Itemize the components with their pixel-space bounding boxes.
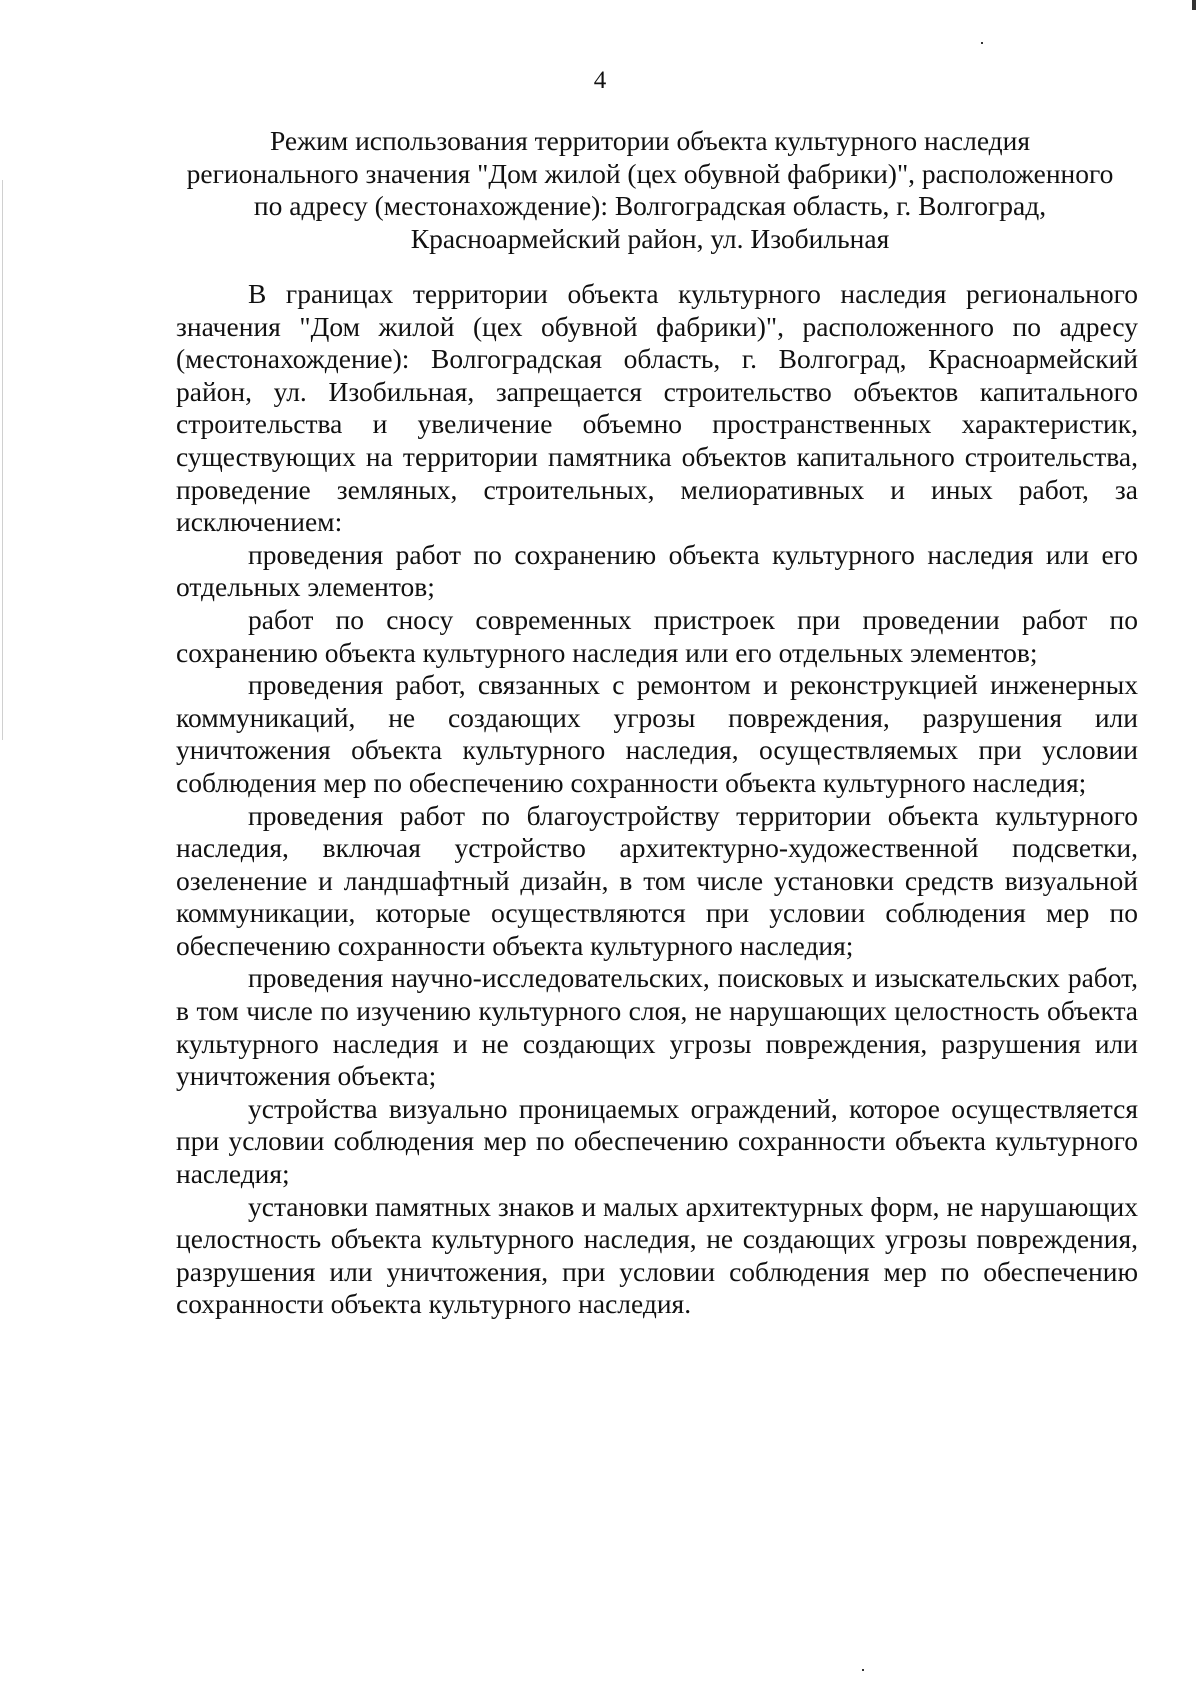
body-paragraph: проведения работ по сохранению объекта культурного наследия или его отдельных элементов; (176, 538, 1138, 603)
page-number: 4 (593, 67, 607, 94)
scan-speck-top (981, 42, 983, 44)
scan-speck-bottom (862, 1669, 864, 1671)
body-paragraph: устройства визуально проницаемых ограждений, которое осуществляется при условии соблюдения мер по обеспечению сохранности объекта культурного наследия; (176, 1092, 1138, 1190)
document-body (176, 278, 1138, 1321)
title-line: Красноармейский район, ул. Изобильная (410, 222, 890, 254)
body-paragraph: проведения работ, связанных с ремонтом и реконструкцией инженерных коммуникаций, не создающих угрозы повреждения, разрушения или уничтожения объекта культурного наследия, осуществляемых при условии соблюдения мер по обеспечению сохранности объекта культурного наследия; (176, 669, 1138, 798)
body-paragraph: проведения работ по благоустройству территории объекта культурного наследия, включая устройство архитектурно-художественной подсветки, озеленение и ландшафтный дизайн, в том числе установки средств визуальной коммуникации, которые осуществляются при условии соблюдения мер по обеспечению сохранности объекта культурного наследия; (176, 799, 1138, 961)
body-paragraph: работ по сносу современных пристроек при проведении работ по сохранению объекта культурного наследия или его отдельных элементов; (176, 603, 1138, 668)
title-line: по адресу (местонахождение): Волгоградская область, г. Волгоград, (253, 190, 1047, 221)
body-paragraph: установки памятных знаков и малых архитектурных форм, не нарушающих целостность объекта культурного наследия, не создающих угрозы повреждения, разрушения или уничтожения, при условии соблюдения мер по обеспечению сохранности объекта культурного наследия. (176, 1190, 1138, 1320)
body-paragraph: проведения научно-исследовательских, поисковых и изыскательских работ, в том числе по изучению культурного слоя, не нарушающих целостность объекта культурного наследия и не создающих угрозы повреждения, разрушения или уничтожения объекта; (176, 962, 1138, 1092)
scan-mark-top-right (1192, 0, 1196, 10)
document-title (160, 125, 1140, 255)
title-line: Режим использования территории объекта культурного наследия (269, 125, 1031, 156)
body-paragraph: В границах территории объекта культурного наследия регионального значения "Дом жилой (цех обувной фабрики)", расположенного по адресу (местонахождение): Волгоградская область, г. Волгоград, Красноармейский район, ул. Изобильная, запрещается строительство объектов капитального строительства и увеличение объемно пространственных характеристик, существующих на территории памятника объектов капитального строительства, проведение земляных, строительных, мелиоративных и иных работ, за исключением: (176, 278, 1138, 538)
scan-edge-line (2, 180, 3, 740)
title-line: регионального значения "Дом жилой (цех обувной фабрики)", расположенного (186, 157, 1114, 189)
